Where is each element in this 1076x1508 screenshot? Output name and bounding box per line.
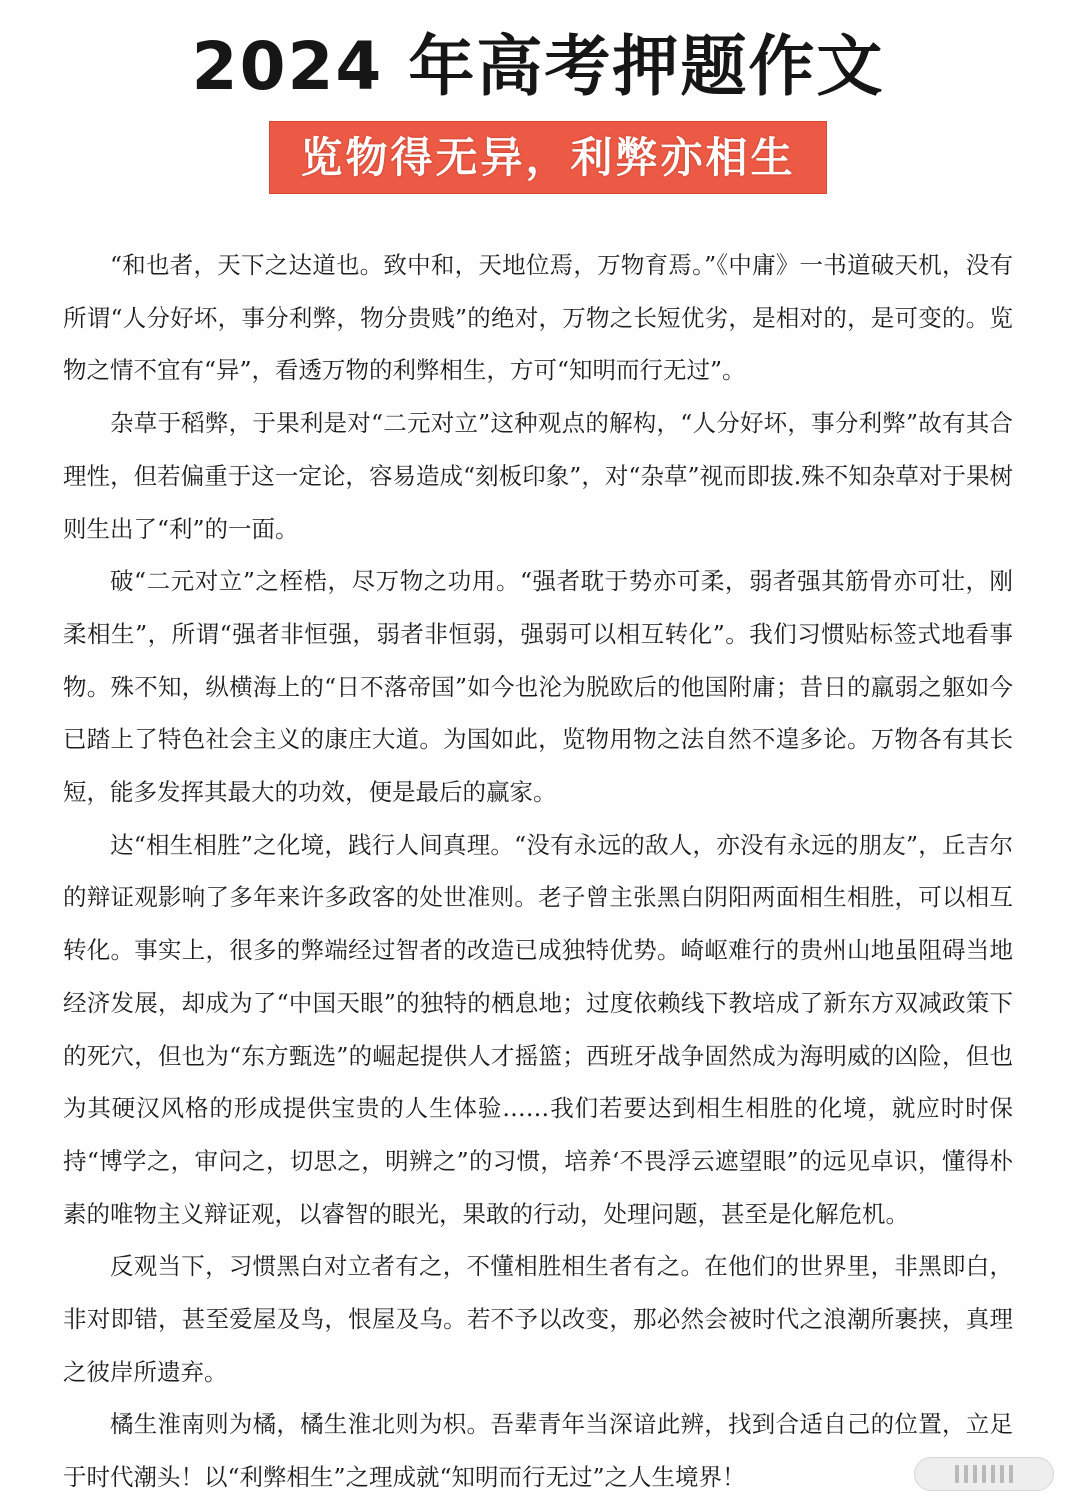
paragraph-1: “和也者，天下之达道也。致中和，天地位焉，万物育焉。”《中庸》一书道破天机，没有所谓“人分好坏，事分利弊，物分贵贱”的绝对，万物之长短优劣，是相对的，是可变的。览物之情不宜有“异”，看透万物的利弊相生，方可“知明而行无过”。: [63, 251, 1013, 385]
watermark-bar-icon: [964, 1465, 968, 1483]
watermark-bar-icon: [955, 1465, 959, 1483]
subtitle-banner: [269, 121, 827, 194]
paragraph-5: 反观当下，习惯黑白对立者有之，不懂相胜相生者有之。在他们的世界里，非黑即白，非对即错，甚至爱屋及鸟，恨屋及乌。若不予以改变，那必然会被时代之浪潮所裹挟，真理之彼岸所遗弃。: [63, 1252, 1013, 1386]
paragraph-4: 达“相生相胜”之化境，践行人间真理。“没有永远的敌人，亦没有永远的朋友”，丘吉尔的辩证观影响了多年来许多政客的处世准则。老子曾主张黑白阴阳两面相生相胜，可以相互转化。事实上，很多的弊端经过智者的改造已成独特优势。崎岖难行的贵州山地虽阻碍当地经济发展，却成为了“中国天眼”的独特的栖息地；过度依赖线下教培成了新东方双减政策下的死穴，但也为“东方甄选”的崛起提供人才摇篮；西班牙战争固然成为海明威的凶险，但也为其硬汉风格的形成提供宝贵的人生体验……我们若要达到相生相胜的化境，就应时时保持“博学之，审问之，切思之，明辨之”的习惯，培养‘不畏浮云遮望眼”的远见卓识，懂得朴素的唯物主义辩证观，以睿智的眼光，果敢的行动，处理问题，甚至是化解危机。: [63, 830, 1013, 1228]
paragraph-3: 破“二元对立”之桎梏，尽万物之功用。“强者耽于势亦可柔，弱者强其筋骨亦可壮，刚柔相生”，所谓“强者非恒强，弱者非恒弱，强弱可以相互转化”。我们习惯贴标签式地看事物。殊不知，纵横海上的“日不落帝国”如今也沦为脱欧后的他国附庸；昔日的羸弱之躯如今已踏上了特色社会主义的康庄大道。为国如此，览物用物之法自然不遑多论。万物各有其长短，能多发挥其最大的功效，便是最后的赢家。: [63, 567, 1013, 807]
essay-title: 2024 年高考押题作文: [191, 28, 885, 105]
essay-subtitle: 览物得无异，利弊亦相生: [300, 133, 796, 182]
watermark-bar-icon: [982, 1465, 986, 1483]
watermark-bar-icon: [1000, 1465, 1004, 1483]
paragraph-2: 杂草于稻弊，于果利是对“二元对立”这种观点的解构，“人分好坏，事分利弊”故有其合理性，但若偏重于这一定论，容易造成“刻板印象”，对“杂草”视而即拔.殊不知杂草对于果树则生出了“利”的一面。: [63, 409, 1013, 543]
watermark-bar-icon: [991, 1465, 995, 1483]
watermark-bar-icon: [973, 1465, 977, 1483]
paragraph-6: 橘生淮南则为橘，橘生淮北则为枳。吾辈青年当深谙此辨，找到合适自己的位置，立足于时代潮头！以“利弊相生”之理成就“知明而行无过”之人生境界！: [63, 1410, 1013, 1492]
watermark-bar-icon: [1009, 1465, 1013, 1483]
watermark-logo: [914, 1457, 1054, 1491]
essay-body: [63, 239, 1013, 1504]
